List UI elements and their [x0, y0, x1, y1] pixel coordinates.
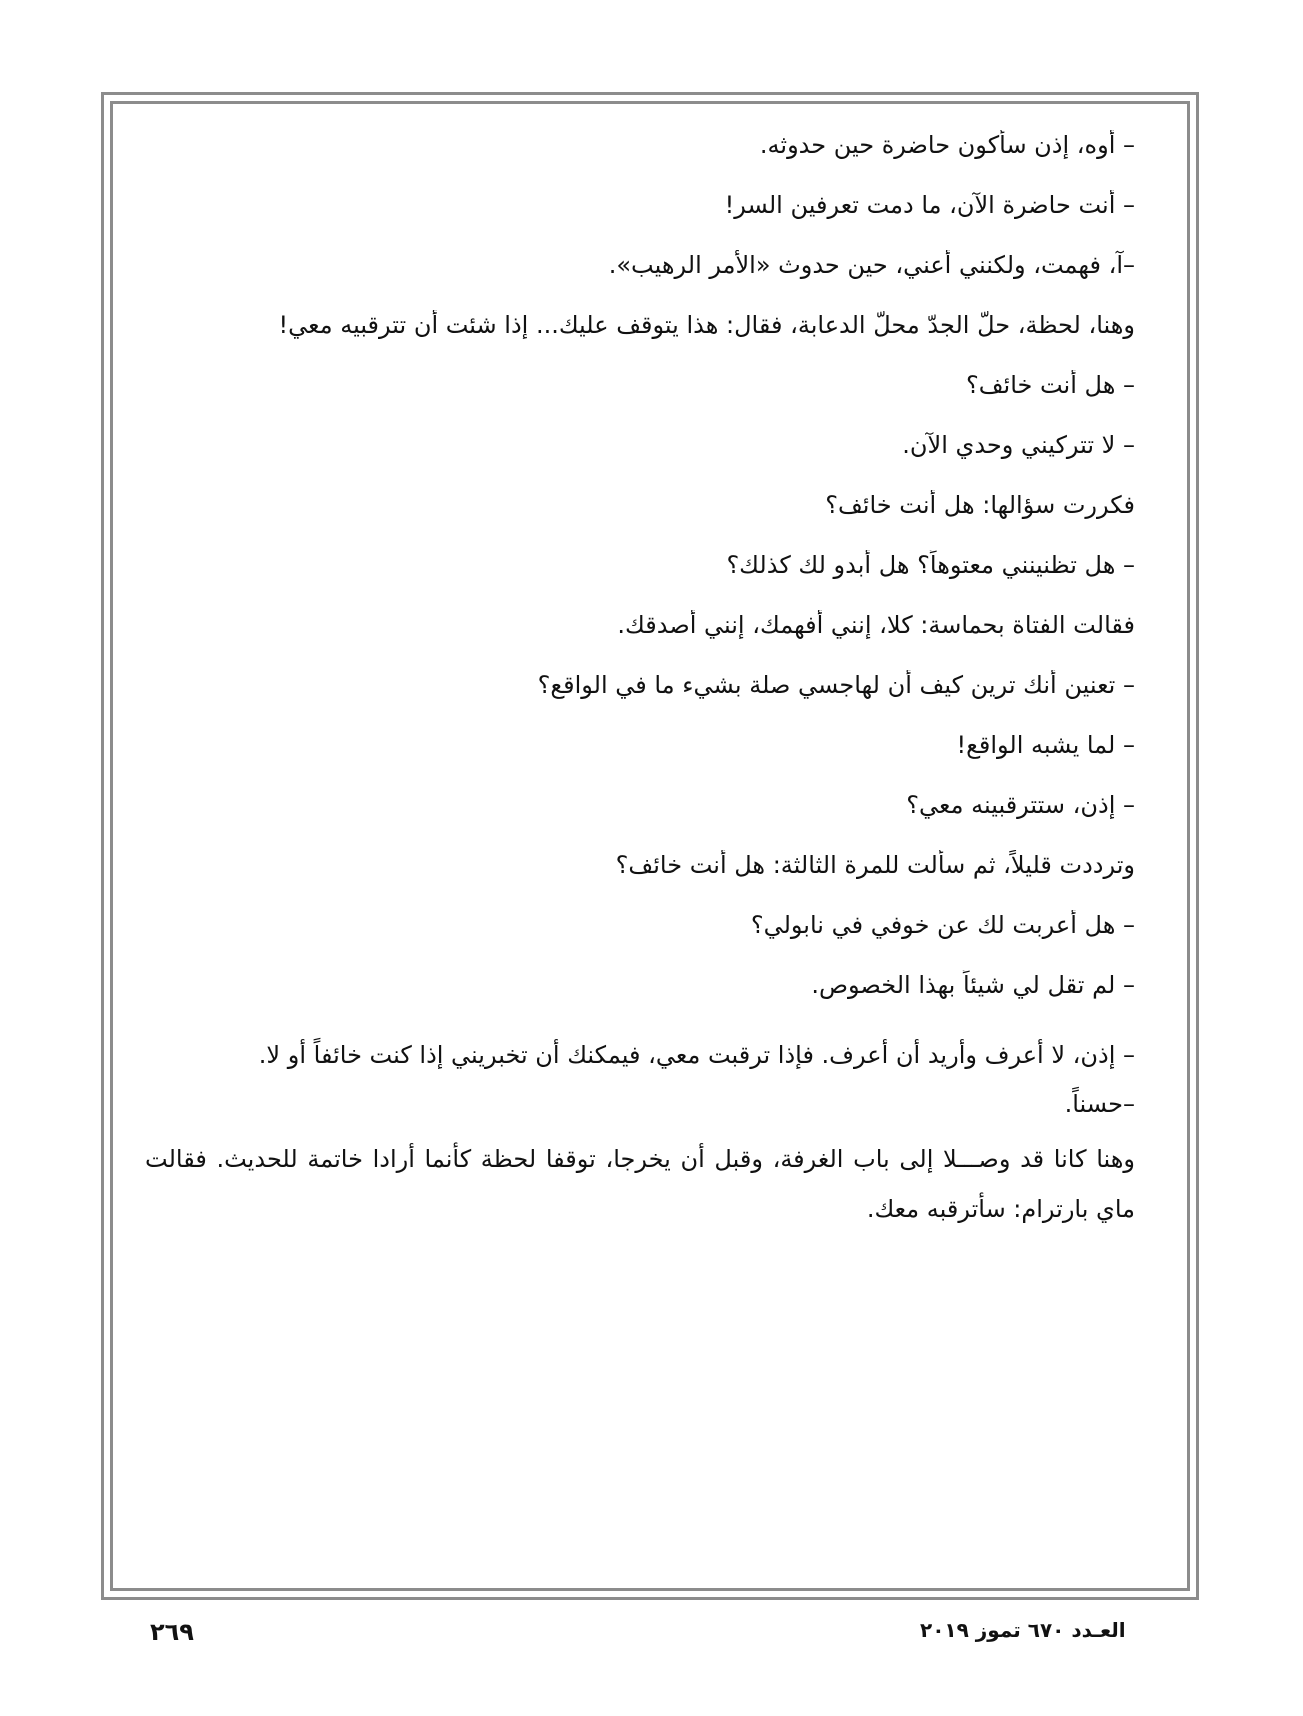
- text-line: – هل أنت خائف؟: [965, 371, 1135, 399]
- text-line: – أنت حاضرة الآن، ما دمت تعرفين السر!: [724, 191, 1135, 219]
- article-body: [145, 130, 1135, 1238]
- text-paragraph: – إذن، لا أعرف وأريد أن أعرف. فإذا ترقبت معي، فيمكنك أن تخبريني إذا كنت خائفاً أو لا.: [258, 1041, 1135, 1069]
- text-line: – تعنين أنك ترين كيف أن لهاجسي صلة بشيء ما في الواقع؟: [537, 671, 1135, 699]
- text-line: – أوه، إذن سأكون حاضرة حين حدوثه.: [759, 131, 1135, 159]
- text-line: –آ، فهمت، ولكنني أعني، حين حدوث «الأمر الرهيب».: [608, 251, 1135, 279]
- text-line: –حسناً.: [1064, 1090, 1135, 1118]
- text-line: – لا تتركيني وحدي الآن.: [902, 431, 1135, 459]
- text-line: فكررت سؤالها: هل أنت خائف؟: [825, 491, 1135, 519]
- text-line: – هل أعربت لك عن خوفي في نابولي؟: [750, 911, 1135, 939]
- text-paragraph: وهنا كانا قد وصـــلا إلى باب الغرفة، وقبل أن يخرجا، توقفا لحظة كأنما أرادا خاتمة للحديث. فقالت ماي بارترام: سأترقبه معك.: [145, 1145, 1135, 1223]
- text-line: – لم تقل لي شيئاً بهذا الخصوص.: [811, 971, 1135, 999]
- text-line: – هل تظنينني معتوهاً؟ هل أبدو لك كذلك؟: [726, 551, 1135, 579]
- page-number: ٢٦٩: [150, 1618, 194, 1646]
- text-line: – لما يشبه الواقع!: [956, 731, 1135, 759]
- text-line: فقالت الفتاة بحماسة: كلا، إنني أفهمك، إنني أصدقك.: [617, 611, 1135, 639]
- text-line: وترددت قليلاً، ثم سألت للمرة الثالثة: هل أنت خائف؟: [615, 851, 1135, 879]
- issue-label: العـدد ٦٧٠ تموز ٢٠١٩: [920, 1618, 1126, 1642]
- text-line: وهنا، لحظة، حلّ الجدّ محلّ الدعابة، فقال: هذا يتوقف عليك... إذا شئت أن تترقبيه معي!: [278, 311, 1135, 339]
- text-line: – إذن، ستترقبينه معي؟: [906, 791, 1135, 819]
